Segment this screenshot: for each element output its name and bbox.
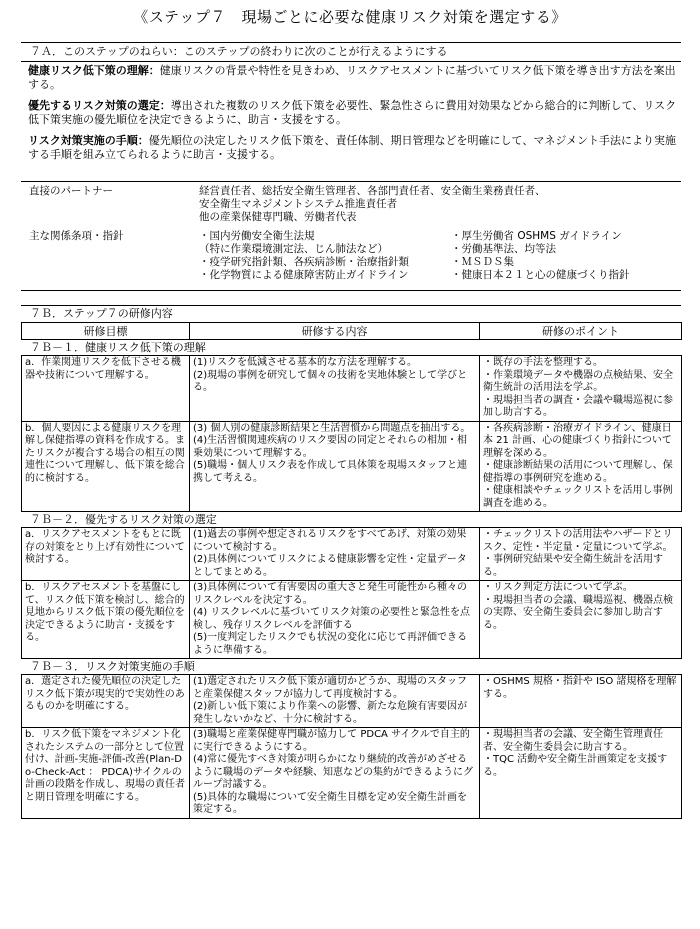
laws-label: 主な関係条項・指針 <box>29 230 124 242</box>
cell-content: (1)選定されたリスク低下策が適切かどうか、現場のスタッフと産業保健スタッフが協力して再度検討する。 (2)新しい低下策により作業への影響、新たな危険有害要因が発生しないかなど、十分に検討する。 <box>190 675 480 728</box>
table-row <box>22 581 682 659</box>
partner-line: 安全衛生マネジメントシステム推進責任者 <box>199 198 398 210</box>
goal-term: 健康リスク低下策の理解： <box>28 64 160 77</box>
cell-points: ・チェックリストの活用法やハザードとリスク、定性・半定量・定量について学ぶ。 ・事例研究結果や安全衛生統計を活用する。 <box>480 528 682 581</box>
law-item: ・化学物質による健康障害防止ガイドライン <box>199 269 409 281</box>
law-item: ・労働基準法、均等法 <box>451 243 556 255</box>
table-row <box>22 356 682 422</box>
group-table <box>21 355 682 512</box>
cell-goal: a．リスクアセスメントをもとに既存の対策をとり上げ有効性について検討する。 <box>22 528 190 581</box>
law-item: ・疫学研究指針類、各疾病診断・治療指針類 <box>199 256 409 268</box>
cell-points: ・OSHMS 規格・指針や ISO 諸規格を理解する。 <box>480 675 682 728</box>
cell-content: (1)リスクを低減させる基本的な方法を理解する。 (2)現場の事例を研究して個々の技術を実地体験として学びとる。 <box>190 356 480 422</box>
goal-text: 優先順位の決定したリスク低下策を、責任体制、期日管理などを明確にして、マネジメント手法により実施する手順を組み立てられるように助言・支援する。 <box>28 134 677 161</box>
law-item: ・健康日本２１と心の健康づくり指針 <box>451 269 630 281</box>
column-header-goal: 研修目標 <box>22 323 190 340</box>
section-7b-header: ７Ｂ．ステップ７の研修内容 <box>21 305 681 322</box>
cell-content: (3)職場と産業保健専門職が協力して PDCA サイクルで自主的に実行できるようにする。 (4)常に優先すべき対策が明らかになり継続的改善がめざせるように職場のデータや経験、知恵などの集約ができるようにグループ討議する。 (5)具体的な職場について安全衛生目標を定め安全衛生計画を策定する。 <box>190 728 480 819</box>
goal-term: 優先するリスク対策の選定： <box>28 99 171 112</box>
divider <box>21 181 681 182</box>
goal-text: 健康リスクの背景や特性を見きわめ、リスクアセスメントに基づいてリスク低下策を導き出す方法を案出する。 <box>28 64 676 91</box>
cell-content: (3)具体例について有害要因の重大さと発生可能性から種々のリスクレベルを決定する。 (4) リスクレベルに基づいてリスク対策の必要性と緊急性を点検し、残存リスクレベルを評価する (5)一度判定したリスクでも状況の変化に応じて再評価できるように準備する。 <box>190 581 480 659</box>
table-row <box>22 728 682 819</box>
group-table <box>21 527 682 659</box>
cell-points: ・現場担当者の会議、安全衛生管理責任者、安全衛生委員会に助言する。 ・TQC 活動や安全衛生計画策定を支援する。 <box>480 728 682 819</box>
laws-left-list <box>199 230 409 282</box>
law-item: ・ＭＳＤＳ集 <box>451 256 514 268</box>
column-header-points: 研修のポイント <box>480 323 682 340</box>
law-item: （特に作業環境測定法、じん肺法など） <box>199 243 388 255</box>
cell-goal: a．作業関連リスクを低下させる機器や技術について理解する。 <box>22 356 190 422</box>
table-row <box>22 421 682 512</box>
column-header-content: 研修する内容 <box>190 323 480 340</box>
table-row <box>22 675 682 728</box>
goal-text: 導出された複数のリスク低下策を必要性、緊急性さらに費用対効果などから総合的に判断して、リスク低下策実施の優先順位を決定できるように、助言・支援をする。 <box>28 99 677 126</box>
partner-list <box>199 185 546 224</box>
cell-points: ・各疾病診断・治療ガイドライン、健康日本 21 計画、心の健康づくり指針について理解を深める。 ・健康診断結果の活用について理解し、保健指導の事例研究を進める。 ・健康相談やチェックリストを活用し事例調査を進める。 <box>480 421 682 512</box>
page-title: 《ステップ７ 現場ごとに必要な健康リスク対策を選定する》 <box>133 8 567 26</box>
cell-goal: a．選定された優先順位の決定したリスク低下策が現実的で実効性のあるものかを明確にする。 <box>22 675 190 728</box>
laws-right-list <box>451 230 630 282</box>
training-table <box>21 322 682 340</box>
cell-goal: b．リスクアセスメントを基盤にして、リスク低下策を検討し、総合的見地からリスク低下策の優先順位を決定できるように助言・支援をする。 <box>22 581 190 659</box>
section-7b <box>21 305 681 819</box>
goal-health-risk-reduction <box>28 64 677 92</box>
goal-implementation-procedure <box>28 134 677 162</box>
cell-content: (1)過去の事例や想定されるリスクをすべてあげ、対策の効果について検討する。 (2)具体例についてリスクによる健康影響を定性・定量データとしてまとめる。 <box>190 528 480 581</box>
partner-line: 経営責任者、総括安全衛生管理者、各部門責任者、安全衛生業務責任者、 <box>199 185 546 197</box>
law-item: ・国内労働安全衛生法規 <box>199 230 315 242</box>
divider <box>21 290 681 291</box>
group-title: ７Ｂ－１．健康リスク低下策の理解 <box>30 341 206 354</box>
goal-priority-selection <box>28 99 677 127</box>
partner-label: 直接のパートナー <box>29 185 113 197</box>
group-title: ７Ｂ－３．リスク対策実施の手順 <box>30 660 195 673</box>
table-row <box>22 528 682 581</box>
table-header-row <box>22 323 682 340</box>
law-item: ・厚生労働省 OSHMS ガイドライン <box>451 230 622 242</box>
cell-content: (3) 個人別の健康診断結果と生活習慣から問題点を抽出する。 (4)生活習慣関連疾病のリスク要因の同定とそれらの相加・相乗効果について理解する。 (5)職場・個人リスク表を作成して具体策を現場スタッフと連携して考える。 <box>190 421 480 512</box>
partner-line: 他の産業保健専門職、労働者代表 <box>199 211 357 223</box>
cell-goal: b．個人要因による健康リスクを理解し保健指導の資料を作成する。またリスクが複合する場合の相互の関連性について理解し、低下策を総合的に検討する。 <box>22 421 190 512</box>
section-7a-header: ７Ａ．このステップのねらい：このステップの終わりに次のことが行えるようにする <box>21 42 681 61</box>
cell-goal: b．リスク低下策をマネジメント化されたシステムの一部分として位置付け、計画-実施-評価-改善(Plan-Do-Check-Act ： PDCA)サイクルの計画の段階を作成し、現場の責任者と期日管理を明確にする。 <box>22 728 190 819</box>
section-7a-goals <box>21 61 681 162</box>
section-7a <box>21 42 681 292</box>
group-table <box>21 674 682 819</box>
cell-points: ・既存の手法を整理する。 ・作業環境データや機器の点検結果、安全衛生統計の活用法を学ぶ。 ・現場担当者の調査・会議や職場巡視に参加し助言する。 <box>480 356 682 422</box>
group-title: ７Ｂ－２．優先するリスク対策の選定 <box>30 513 217 526</box>
cell-points: ・リスク判定方法について学ぶ。 ・現場担当者の会議、職場巡視、機器点検の実際、安全衛生委員会に参加し助言する。 <box>480 581 682 659</box>
goal-term: リスク対策実施の手順： <box>28 134 149 147</box>
training-groups <box>21 340 681 819</box>
